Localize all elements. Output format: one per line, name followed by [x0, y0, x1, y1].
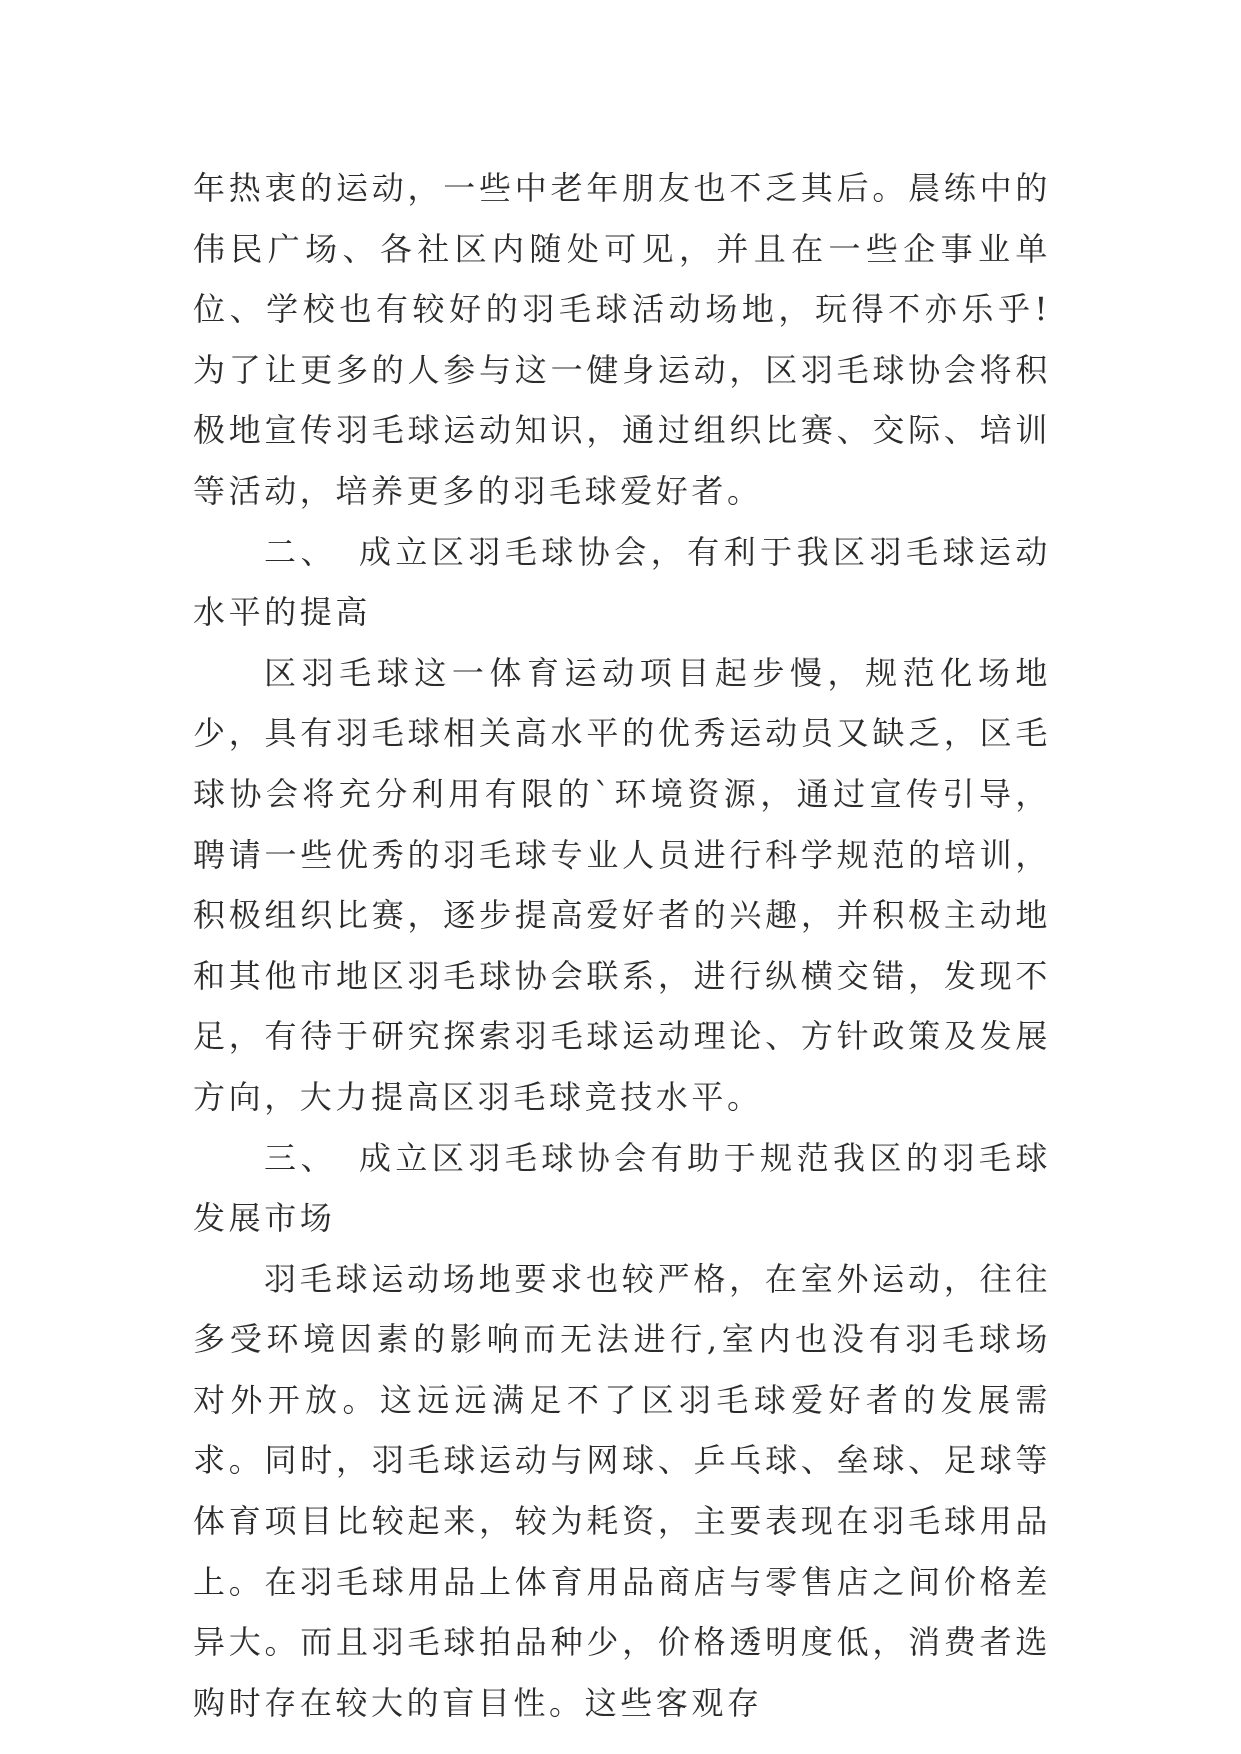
paragraph-section-2: 区羽毛球这一体育运动项目起步慢，规范化场地少，具有羽毛球相关高水平的优秀运动员又缺乏，区毛球协会将充分利用有限的`环境资源，通过宣传引导，聘请一些优秀的羽毛球专业人员进行科学规范的培训，积极组织比赛，逐步提高爱好者的兴趣，并积极主动地和其他市地区羽毛球协会联系，进行纵横交错，发现不足，有待于研究探索羽毛球运动理论、方针政策及发展方向，大力提高区羽毛球竞技水平。: [193, 653, 1051, 1116]
section-number: 三、: [264, 1138, 337, 1177]
section-number: 二、: [264, 532, 337, 571]
section-heading-text: 成立区羽毛球协会，有利于我区羽毛球运动水平的提高: [193, 532, 1052, 632]
paragraph-intro-continuation: 年热衷的运动，一些中老年朋友也不乏其后。晨练中的伟民广场、各社区内随处可见，并且在一些企事业单位、学校也有较好的羽毛球活动场地，玩得不亦乐乎!为了让更多的人参与这一健身运动，区羽毛球协会将积极地宣传羽毛球运动知识，通过组织比赛、交际、培训等活动，培养更多的羽毛球爱好者。: [193, 169, 1051, 510]
paragraph-section-3: 羽毛球运动场地要求也较严格，在室外运动，往往多受环境因素的影响而无法进行,室内也没有羽毛球场对外开放。这远远满足不了区羽毛球爱好者的发展需求。同时，羽毛球运动与网球、乒乓球、垒球、足球等体育项目比较起来，较为耗资，主要表现在羽毛球用品上。在羽毛球用品上体育用品商店与零售店之间价格差异大。而且羽毛球拍品种少，价格透明度低，消费者选购时存在较大的盲目性。这些客观存: [193, 1259, 1051, 1722]
section-heading-text: 成立区羽毛球协会有助于规范我区的羽毛球发展市场: [193, 1138, 1052, 1238]
section-heading-3: [193, 1128, 1051, 1249]
document-body: [193, 158, 1051, 1733]
section-heading-2: [193, 522, 1051, 643]
